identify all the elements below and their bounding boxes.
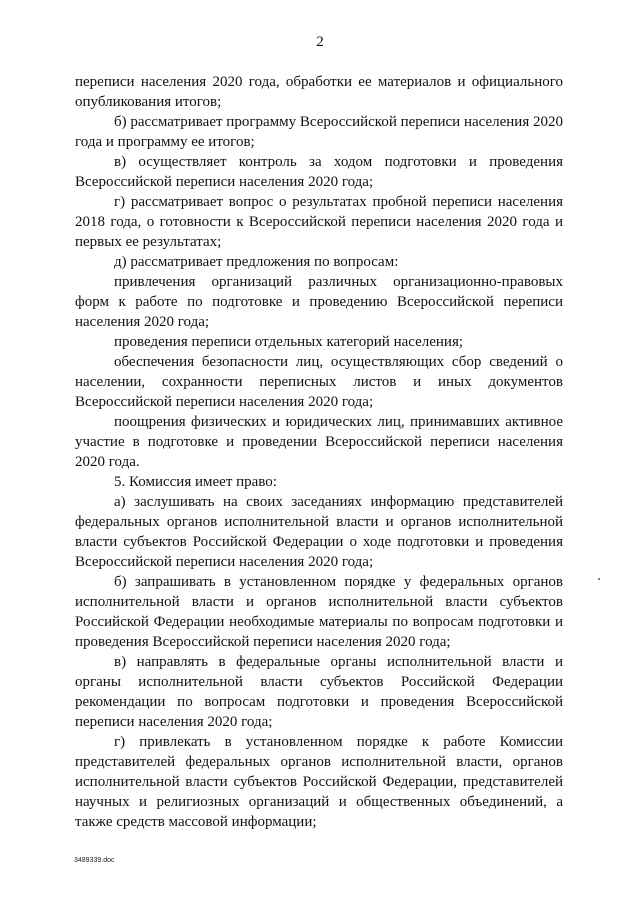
page-number: 2	[316, 34, 324, 50]
paragraph-a-hear: а) заслушивать на своих заседаниях информацию представителей федеральных органов исполнительной власти и органов исполнительной власти субъектов Российской Федерации о ходе подготовки и проведения Всероссийской переписи населения 2020 года;	[75, 494, 563, 570]
paragraph-census-processing: переписи населения 2020 года, обработки ее материалов и официального опубликования итогов;	[75, 74, 563, 110]
section-heading-commission-rights: 5. Комиссия имеет право:	[114, 474, 277, 490]
paragraph-g-pilot-census: г) рассматривает вопрос о результатах пробной переписи населения 2018 года, о готовности к Всероссийской переписи населения 2020 года и первых ее результатах;	[75, 194, 563, 250]
paragraph-categories: проведения переписи отдельных категорий населения;	[114, 334, 464, 350]
scan-artifact-dot	[598, 578, 600, 580]
paragraph-v-control: в) осуществляет контроль за ходом подготовки и проведения Всероссийской переписи населения 2020 года;	[75, 154, 563, 190]
document-body	[75, 72, 563, 832]
paragraph-b-program: б) рассматривает программу Всероссийской переписи населения 2020 года и программу ее итогов;	[75, 114, 563, 150]
paragraph-encouragement: поощрения физических и юридических лиц, принимавших активное участие в подготовке и проведении Всероссийской переписи населения 2020 года.	[75, 414, 563, 470]
paragraph-organizations: привлечения организаций различных организационно-правовых форм к работе по подготовке и проведению Всероссийской переписи населения 2020 года;	[75, 274, 563, 330]
paragraph-safety: обеспечения безопасности лиц, осуществляющих сбор сведений о населении, сохранности переписных листов и иных документов Всероссийской переписи населения 2020 года;	[75, 354, 563, 410]
paragraph-v-recommend: в) направлять в федеральные органы исполнительной власти и органы исполнительной власти субъектов Российской Федерации рекомендации по вопросам подготовки и проведения Всероссийской переписи населения 2020 года;	[75, 654, 563, 730]
paragraph-g-engage: г) привлекать в установленном порядке к работе Комиссии представителей федеральных органов исполнительной власти, органов исполнительной власти субъектов Российской Федерации, представителей научных и религиозных организаций и общественных объединений, а также средств массовой информации;	[75, 734, 563, 830]
paragraph-b-request: б) запрашивать в установленном порядке у федеральных органов исполнительной власти и органов исполнительной власти субъектов Российской Федерации необходимые материалы по вопросам подготовки и проведения Всероссийской переписи населения 2020 года;	[75, 574, 563, 650]
paragraph-d-proposals: д) рассматривает предложения по вопросам:	[114, 254, 399, 270]
document-code: 3489339.doc	[74, 857, 115, 864]
